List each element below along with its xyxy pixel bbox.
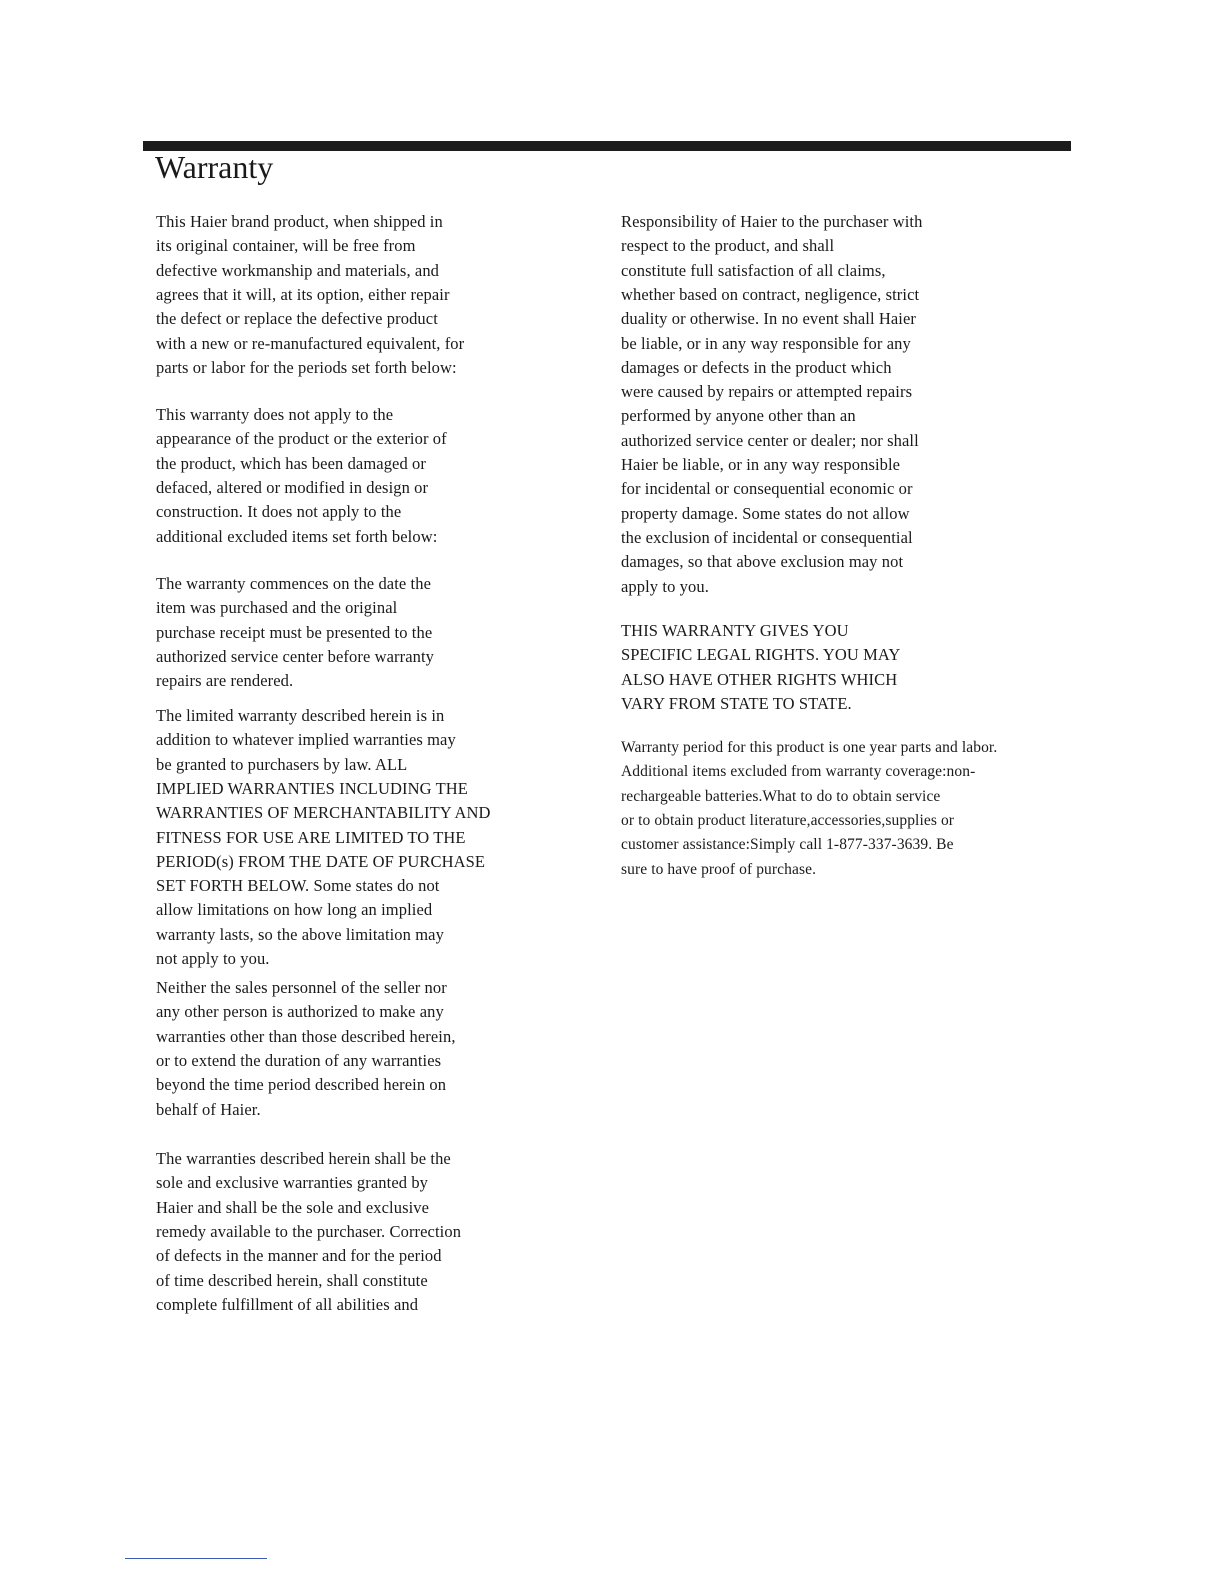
text-line: respect to the product, and shall — [621, 236, 835, 256]
text-line: sure to have proof of purchase. — [621, 860, 817, 878]
text-line: THIS WARRANTY GIVES YOU — [621, 621, 849, 640]
footer-rule — [125, 1558, 267, 1559]
text-line: any other person is authorized to make any — [156, 1002, 444, 1022]
text-line: of defects in the manner and for the period — [156, 1246, 442, 1266]
text-line: were caused by repairs or attempted repairs — [621, 382, 913, 402]
text-line: customer assistance:Simply call 1-877-337-3639. Be — [621, 836, 954, 854]
text-line: addition to whatever implied warranties may — [156, 730, 456, 750]
text-line: defective workmanship and materials, and — [156, 260, 440, 280]
text-line: remedy available to the purchaser. Correction — [156, 1221, 462, 1241]
text-line: or to extend the duration of any warranties — [156, 1050, 442, 1070]
text-line: or to obtain product literature,accessories,supplies or — [621, 811, 955, 829]
text-line: construction. It does not apply to the — [156, 502, 402, 522]
top-rule — [143, 141, 1071, 151]
text-line: sole and exclusive warranties granted by — [156, 1173, 429, 1193]
text-line: allow limitations on how long an implied — [156, 900, 433, 920]
text-line: damages, so that above exclusion may not — [621, 552, 904, 572]
text-line: be granted to purchasers by law. ALL — [156, 754, 408, 774]
text-line: authorized service center or dealer; nor shall — [621, 430, 919, 450]
text-line: property damage. Some states do not allow — [621, 503, 910, 523]
text-line: rechargeable batteries.What to do to obtain service — [621, 787, 941, 805]
text-line: VARY FROM STATE TO STATE. — [621, 693, 852, 713]
text-line: not apply to you. — [156, 949, 270, 968]
text-line: WARRANTIES OF MERCHANTABILITY AND — [156, 803, 491, 823]
text-line: The warranties described herein shall be the — [156, 1149, 451, 1168]
text-line: The warranty commences on the date the — [156, 574, 432, 593]
text-line: Haier and shall be the sole and exclusive — [156, 1197, 430, 1217]
text-line: behalf of Haier. — [156, 1099, 261, 1119]
text-line: Additional items excluded from warranty coverage:non- — [621, 763, 976, 781]
text-line: be liable, or in any way responsible for any — [621, 333, 911, 353]
text-line: apply to you. — [621, 576, 709, 596]
text-line: defaced, altered or modified in design or — [156, 477, 429, 497]
text-line: the exclusion of incidental or consequential — [621, 527, 913, 547]
text-line: PERIOD(s) FROM THE DATE OF PURCHASE — [156, 851, 486, 871]
text-line: duality or otherwise. In no event shall Haier — [621, 309, 916, 329]
text-line: appearance of the product or the exterior of — [156, 429, 447, 449]
text-line: FITNESS FOR USE ARE LIMITED TO THE — [156, 827, 466, 847]
text-line: Haier be liable, or in any way responsible — [621, 455, 901, 474]
text-line: the defect or replace the defective product — [156, 309, 438, 329]
text-line: with a new or re-manufactured equivalent, for — [156, 333, 465, 353]
text-line: the product, which has been damaged or — [156, 453, 426, 473]
text-line: ALSO HAVE OTHER RIGHTS WHICH — [621, 669, 898, 689]
text-line: whether based on contract, negligence, strict — [621, 284, 920, 304]
page-title: Warranty — [155, 149, 274, 185]
text-line: The limited warranty described herein is in — [156, 706, 445, 725]
text-line: SPECIFIC LEGAL RIGHTS. YOU MAY — [621, 645, 901, 665]
text-line: This Haier brand product, when shipped in — [156, 212, 443, 231]
text-line: additional excluded items set forth below: — [156, 526, 438, 546]
text-line: Neither the sales personnel of the seller nor — [156, 978, 447, 997]
text-line: Warranty period for this product is one year parts and labor. — [621, 739, 998, 756]
text-line: of time described herein, shall constitute — [156, 1270, 428, 1290]
text-line: authorized service center before warranty — [156, 646, 435, 666]
text-line: constitute full satisfaction of all claims, — [621, 260, 886, 280]
text-line: agrees that it will, at its option, either repair — [156, 284, 450, 304]
text-line: complete fulfillment of all abilities and — [156, 1294, 419, 1314]
text-line: SET FORTH BELOW. Some states do not — [156, 876, 440, 896]
text-line: IMPLIED WARRANTIES INCLUDING THE — [156, 778, 468, 798]
text-line: item was purchased and the original — [156, 598, 398, 618]
text-line: purchase receipt must be presented to the — [156, 622, 433, 642]
text-line: for incidental or consequential economic or — [621, 479, 913, 499]
text-line: Responsibility of Haier to the purchaser with — [621, 212, 923, 231]
text-line: warranty lasts, so the above limitation may — [156, 924, 444, 944]
text-line: damages or defects in the product which — [621, 357, 892, 377]
text-line: This warranty does not apply to the — [156, 405, 394, 424]
text-line: warranties other than those described herein, — [156, 1026, 456, 1046]
text-line: parts or labor for the periods set forth below: — [156, 357, 457, 377]
text-line: performed by anyone other than an — [621, 406, 856, 426]
text-line: repairs are rendered. — [156, 671, 294, 691]
text-line: beyond the time period described herein on — [156, 1075, 447, 1095]
text-line: its original container, will be free from — [156, 236, 416, 256]
